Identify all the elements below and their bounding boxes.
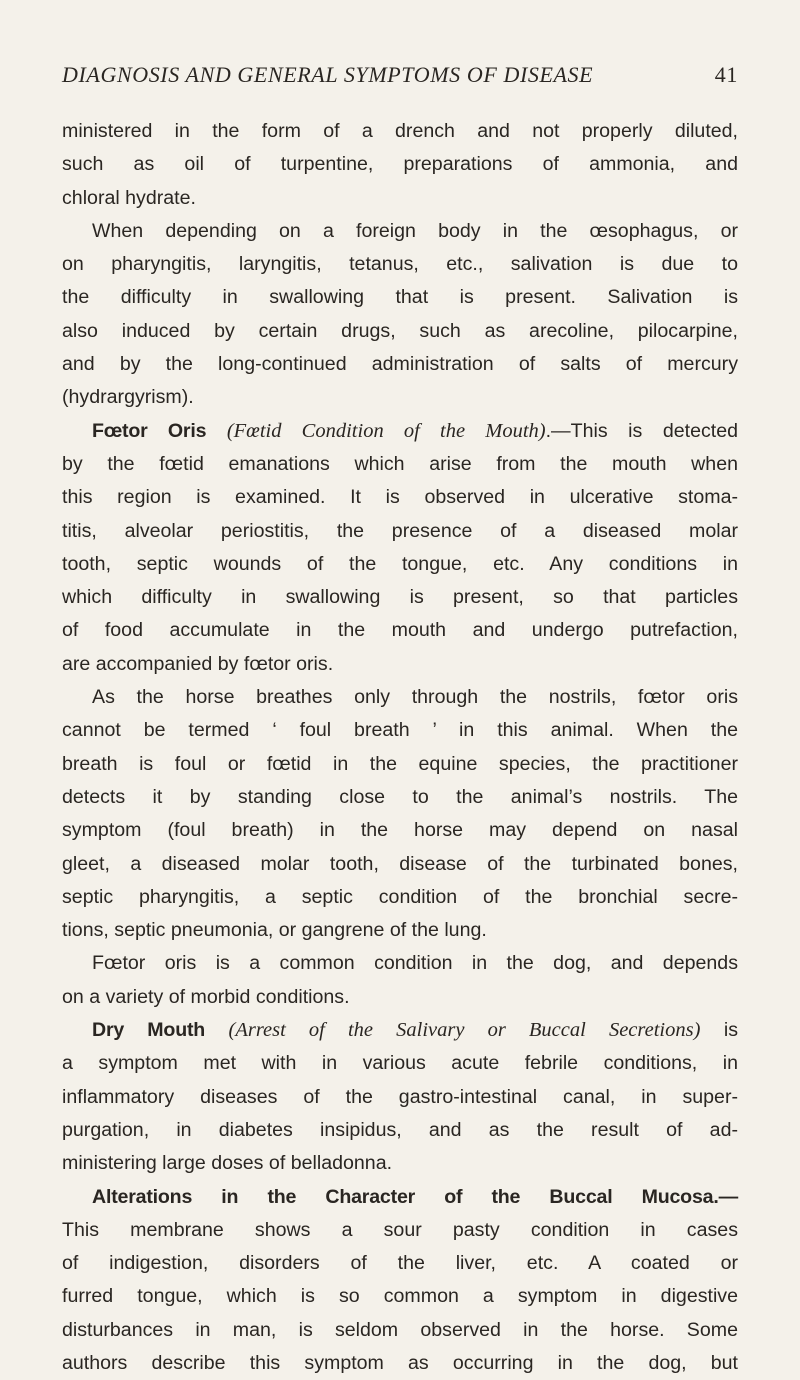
line-text: inflammatory diseases of the gastro-intestinal canal, in super- [62, 1085, 738, 1108]
text-line [62, 448, 738, 481]
text-line [62, 681, 738, 714]
line-text: also induced by certain drugs, such as arecoline, pilocarpine, [62, 319, 738, 342]
line-text: cannot be termed ‘ foul breath ’ in this animal. When the [62, 719, 738, 742]
text-line [62, 548, 738, 581]
line-text: furred tongue, which is so common a symptom in digestive [62, 1285, 738, 1308]
text-line [62, 1280, 738, 1313]
text-line [62, 381, 738, 414]
line-text: on pharyngitis, laryngitis, tetanus, etc., salivation is due to [62, 253, 738, 276]
text-line [62, 1047, 738, 1080]
line-text: a symptom met with in various acute febrile conditions, in [62, 1052, 738, 1075]
text-line [62, 881, 738, 914]
line-text: of food accumulate in the mouth and undergo putrefaction, [62, 619, 738, 642]
line-text: on a variety of morbid conditions. [62, 985, 350, 1008]
heading-subtitle: (Arrest of the Salivary or Buccal Secretions) [228, 1019, 701, 1042]
text-line [62, 581, 738, 614]
line-text: authors describe this symptom as occurring in the dog, but [62, 1351, 738, 1374]
line-text: tions, septic pneumonia, or gangrene of the lung. [62, 919, 487, 942]
line-text: purgation, in diabetes insipidus, and as the result of ad- [62, 1118, 738, 1141]
text-line [62, 1347, 738, 1380]
line-text: tooth, septic wounds of the tongue, etc. Any conditions in [62, 552, 738, 575]
text-line [62, 947, 738, 980]
page-number: 41 [714, 62, 738, 87]
text-line [62, 981, 738, 1014]
line-text: ministering large doses of belladonna. [62, 1152, 393, 1175]
line-text: This membrane shows a sour pasty condition in cases [62, 1218, 738, 1241]
text-line [62, 1181, 738, 1214]
running-head [62, 62, 738, 94]
text-line [62, 348, 738, 381]
line-text: which difficulty in swallowing is present, so that particles [62, 586, 738, 609]
text-line [62, 415, 738, 448]
text-line [62, 914, 738, 947]
line-text: this region is examined. It is observed in ulcerative stoma- [62, 486, 738, 509]
line-text: When depending on a foreign body in the œsophagus, or [92, 219, 738, 242]
text-line [62, 1214, 738, 1247]
line-text: chloral hydrate. [62, 186, 196, 209]
line-text: by the fœtid emanations which arise from the mouth when [62, 452, 738, 475]
line-text: septic pharyngitis, a septic condition of the bronchial secre- [62, 885, 738, 908]
line-text: the difficulty in swallowing that is present. Salivation is [62, 286, 738, 309]
line-text: is [700, 1019, 738, 1042]
text-line [62, 215, 738, 248]
text-line [62, 281, 738, 314]
line-text: Fœtor oris is a common condition in the dog, and depends [92, 952, 738, 975]
text-line [62, 614, 738, 647]
text-line [62, 515, 738, 548]
text-line [62, 1081, 738, 1114]
text-line [62, 1147, 738, 1180]
line-text: gleet, a diseased molar tooth, disease of the turbinated bones, [62, 852, 738, 875]
running-head-title: DIAGNOSIS AND GENERAL SYMPTOMS OF DISEASE [62, 62, 594, 87]
body-text [62, 115, 738, 1380]
text-line [62, 148, 738, 181]
text-line [62, 1114, 738, 1147]
line-text: symptom (foul breath) in the horse may depend on nasal [62, 819, 738, 842]
line-text: such as oil of turpentine, preparations of ammonia, and [62, 153, 738, 176]
text-line [62, 1314, 738, 1347]
text-line [62, 714, 738, 747]
run-in-heading: Dry Mouth [92, 1019, 206, 1042]
line-text: and by the long-continued administration of salts of mercury [62, 353, 738, 376]
text-line [62, 1247, 738, 1280]
line-text: ministered in the form of a drench and not properly diluted, [62, 120, 738, 142]
text-line [62, 248, 738, 281]
run-in-heading: Fœtor Oris [92, 419, 207, 442]
text-line [62, 814, 738, 847]
heading-subtitle: (Fœtid Condition of the Mouth) [226, 419, 546, 442]
line-text: breath is foul or fœtid in the equine species, the practitioner [62, 752, 738, 775]
text-line [62, 648, 738, 681]
text-line [62, 848, 738, 881]
line-text: disturbances in man, is seldom observed in the horse. Some [62, 1318, 738, 1341]
run-in-heading: Alterations in the Character of the Buccal Mucosa.— [92, 1185, 738, 1208]
text-line [62, 481, 738, 514]
text-line [62, 182, 738, 215]
line-text: are accompanied by fœtor oris. [62, 652, 334, 675]
text-line [62, 315, 738, 348]
text-line [62, 1014, 738, 1047]
text-line [62, 748, 738, 781]
text-line [62, 781, 738, 814]
line-text: .—This is detected [545, 419, 739, 442]
line-text: detects it by standing close to the animal’s nostrils. The [62, 785, 738, 808]
line-text: titis, alveolar periostitis, the presence of a diseased molar [62, 519, 738, 542]
text-line [62, 115, 738, 148]
line-text: As the horse breathes only through the nostrils, fœtor oris [92, 686, 738, 709]
line-text: of indigestion, disorders of the liver, etc. A coated or [62, 1252, 738, 1275]
line-text: (hydrargyrism). [62, 386, 194, 409]
